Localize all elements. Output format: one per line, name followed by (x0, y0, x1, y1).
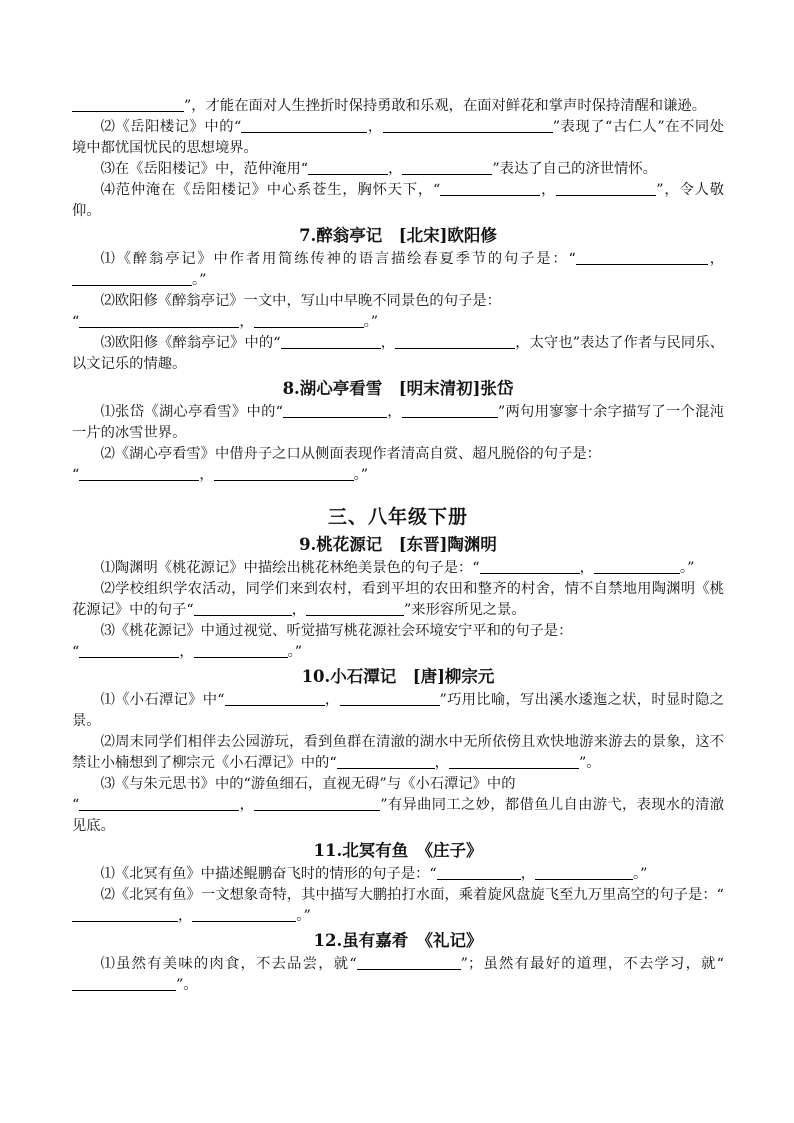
s7-q1: ⑴《醉翁亭记》中作者用简练传神的语言描绘春夏季节的句子是：“ ，。” (72, 249, 724, 291)
s9-q3: ⑶《桃花源记》中通过视觉、听觉描写桃花源社会环境安宁平和的句子是： (100, 623, 573, 639)
part-3-title: 三、八年级下册 (327, 506, 468, 528)
s6-q3: ⑶在《岳阳楼记》中，范仲淹用“ ， ”表达了自己的济世情怀。 (100, 161, 657, 177)
section-11-title: 11.北冥有鱼 《庄子》 (313, 841, 483, 860)
answer-blank[interactable] (79, 313, 239, 328)
answer-blank[interactable] (79, 796, 239, 811)
answer-blank[interactable] (357, 955, 461, 970)
answer-blank[interactable] (254, 313, 364, 328)
answer-blank[interactable] (79, 643, 179, 658)
answer-blank[interactable] (437, 865, 521, 880)
section-7-title: 7.醉翁亭记 [北宋]欧阳修 (299, 226, 497, 245)
answer-blank[interactable] (72, 907, 178, 922)
s6-q4: ⑷范仲淹在《岳阳楼记》中心系苍生，胸怀天下，“ ， ”，令人敬仰。 (72, 182, 725, 219)
s8-q2-answer: “ ， 。” (72, 467, 369, 483)
s6-q1-tail: ”，才能在面对人生挫折时保持勇敢和乐观，在面对鲜花和掌声时保持清醒和谦逊。 (72, 96, 724, 117)
s11-q1: ⑴《北冥有鱼》中描述鲲鹏奋飞时的情形的句子是：“ ， 。” (100, 866, 648, 882)
answer-blank[interactable] (281, 334, 381, 349)
section-9-title: 9.桃花源记 [东晋]陶渊明 (299, 535, 497, 554)
s7-q2: ⑵欧阳修《醉翁亭记》一文中，写山中早晚不同景色的句子是： (100, 293, 501, 309)
answer-blank[interactable] (192, 907, 296, 922)
s10-q3-answer: “ ， ”有异曲同工之妙，都借鱼儿自由游弋，表现水的清澈见底。 (72, 797, 725, 834)
answer-blank[interactable] (576, 250, 708, 265)
answer-blank[interactable] (402, 403, 498, 418)
answer-blank[interactable] (283, 403, 387, 418)
section-12-title: 12.虽有嘉肴 《礼记》 (313, 931, 483, 950)
answer-blank[interactable] (556, 181, 656, 196)
section-8-title: 8.湖心亭看雪 [明末清初]张岱 (282, 379, 514, 398)
answer-blank[interactable] (79, 466, 199, 481)
s9-q3-answer: “ ， 。” (72, 644, 303, 660)
s8-q1: ⑴张岱《湖心亭看雪》中的“ ， ”两句用寥寥十余字描写了一个混沌一片的冰雪世界。 (72, 404, 725, 441)
answer-blank[interactable] (254, 796, 380, 811)
s9-q2: ⑵学校组织学农活动，同学们来到农村，看到平坦的农田和整齐的村舍，情不自禁地用陶渊明《桃花源记》中的句子“ ， ”来形容所见之景。 (72, 581, 724, 618)
answer-blank[interactable] (337, 754, 435, 769)
answer-blank[interactable] (340, 691, 440, 706)
answer-blank[interactable] (449, 754, 579, 769)
answer-blank[interactable] (480, 559, 580, 574)
answer-blank[interactable] (194, 601, 292, 616)
answer-blank[interactable] (308, 160, 388, 175)
answer-blank[interactable] (535, 865, 633, 880)
answer-blank[interactable] (395, 334, 515, 349)
s10-q3: ⑶《与朱元思书》中的“游鱼细石，直视无碍”与《小石潭记》中的 (100, 776, 516, 792)
answer-blank[interactable] (72, 97, 184, 112)
s11-q2: ⑵《北冥有鱼》一文想象奇特，其中描写大鹏拍打水面，乘着旋风盘旋飞至九万里高空的句子是：“， 。” (72, 885, 724, 927)
section-10-title: 10.小石潭记 [唐]柳宗元 (301, 667, 495, 686)
answer-blank[interactable] (402, 160, 492, 175)
answer-blank[interactable] (225, 691, 325, 706)
answer-blank[interactable] (440, 181, 540, 196)
answer-blank[interactable] (194, 643, 288, 658)
answer-blank[interactable] (72, 271, 192, 286)
answer-blank[interactable] (594, 559, 680, 574)
answer-blank[interactable] (214, 466, 354, 481)
s12-q1: ⑴虽然有美味的肉食，不去品尝，就“ ”；虽然有最好的道理，不去学习，就“”。 (72, 954, 724, 996)
s10-q2: ⑵周末同学们相伴去公园游玩，看到鱼群在清澈的湖水中无所依傍且欢快地游来游去的景象，这不禁让小楠想到了柳宗元《小石潭记》中的“ ， ”。 (72, 734, 724, 771)
s6-q2: ⑵《岳阳楼记》中的“ ， ”表现了“古仁人”在不同处境中都忧国忧民的思想境界。 (72, 119, 724, 156)
s9-q1: ⑴陶渊明《桃花源记》中描绘出桃花林绝美景色的句子是：“ ， 。” (100, 560, 695, 576)
s7-q2-answer: “ ， 。” (72, 314, 379, 330)
worksheet-page (72, 96, 724, 996)
answer-blank[interactable] (241, 118, 367, 133)
s10-q1: ⑴《小石潭记》中“ ， ”巧用比喻，写出溪水逶迤之状，时显时隐之景。 (72, 692, 725, 729)
s7-q3: ⑶欧阳修《醉翁亭记》中的“ ， ，太守也”表达了作者与民同乐、以文记乐的情趣。 (72, 335, 725, 372)
answer-blank[interactable] (72, 976, 176, 991)
s8-q2: ⑵《湖心亭看雪》中借舟子之口从侧面表现作者清高自赏、超凡脱俗的句子是： (100, 446, 601, 462)
answer-blank[interactable] (306, 601, 404, 616)
answer-blank[interactable] (383, 118, 553, 133)
